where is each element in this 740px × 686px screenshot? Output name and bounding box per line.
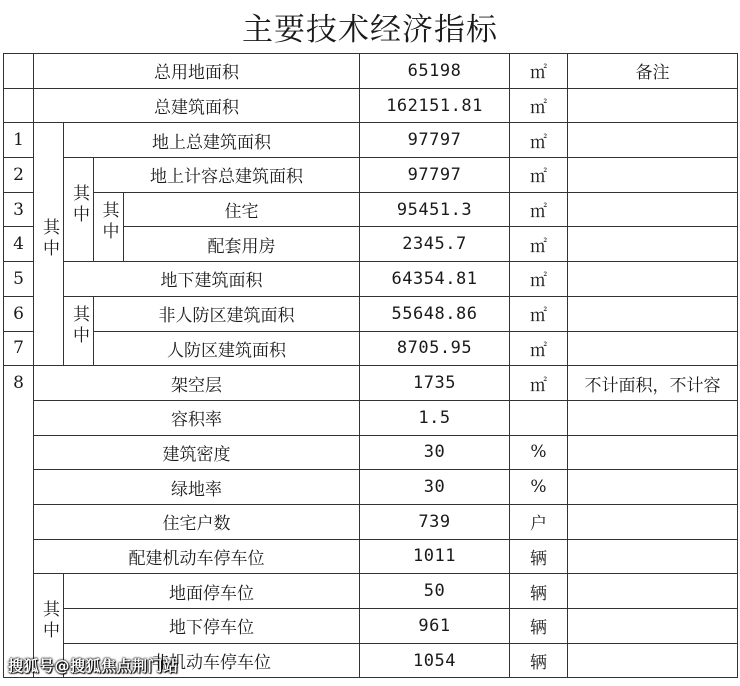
row-number: 4: [4, 227, 34, 262]
item-note: [568, 331, 738, 366]
item-value: 739: [360, 504, 510, 539]
item-value: 30: [360, 435, 510, 470]
group-label-qizhong: [64, 296, 94, 365]
item-note: [568, 504, 738, 539]
item-unit: ㎡: [510, 158, 568, 193]
table-row: [4, 88, 738, 123]
table-row: [4, 123, 738, 158]
row-number: [4, 539, 34, 574]
item-note: [568, 574, 738, 609]
item-note: [568, 470, 738, 505]
table-row: [4, 539, 738, 574]
item-note: [568, 227, 738, 262]
item-name: 人防区建筑面积: [94, 331, 360, 366]
row-number: 1: [4, 123, 34, 158]
item-unit: ㎡: [510, 88, 568, 123]
item-value: 2345.7: [360, 227, 510, 262]
item-value: 961: [360, 609, 510, 644]
item-value: 162151.81: [360, 88, 510, 123]
item-name: 总用地面积: [34, 54, 360, 89]
item-name: 非机动车停车位: [64, 643, 360, 678]
item-note: [568, 539, 738, 574]
item-note: [568, 123, 738, 158]
item-unit: 户: [510, 504, 568, 539]
item-value: 1011: [360, 539, 510, 574]
item-note: [568, 435, 738, 470]
item-note: [568, 88, 738, 123]
row-number: 5: [4, 262, 34, 297]
item-unit: 辆: [510, 643, 568, 678]
qizhong-label: 其中: [69, 183, 89, 226]
row-number: 6: [4, 296, 34, 331]
item-name: 住宅户数: [34, 504, 360, 539]
item-value: 8705.95: [360, 331, 510, 366]
item-value: 1735: [360, 366, 510, 401]
item-unit: ㎡: [510, 296, 568, 331]
item-name: 架空层: [34, 366, 360, 401]
item-name: 地下停车位: [64, 609, 360, 644]
item-note: [568, 296, 738, 331]
table-title: 主要技术经济指标: [242, 12, 498, 48]
row-number: [4, 470, 34, 505]
row-number: 8: [4, 366, 34, 401]
source-watermark: 搜狐号@搜狐焦点荆门站: [8, 657, 179, 675]
row-number: 2: [4, 158, 34, 193]
row-number: [4, 435, 34, 470]
table-row: [4, 504, 738, 539]
item-name: 非人防区建筑面积: [94, 296, 360, 331]
item-value: 95451.3: [360, 192, 510, 227]
item-name: 总建筑面积: [34, 88, 360, 123]
note-header: 备注: [568, 54, 738, 89]
item-note: [568, 400, 738, 435]
item-unit: [510, 400, 568, 435]
qizhong-label: 其中: [39, 218, 59, 261]
item-value: 1054: [360, 643, 510, 678]
table-row: [4, 574, 738, 609]
row-number: [4, 400, 34, 435]
item-unit: %: [510, 470, 568, 505]
row-number: [4, 574, 34, 609]
item-value: 50: [360, 574, 510, 609]
item-name: 地下建筑面积: [64, 262, 360, 297]
item-note: 不计面积，不计容: [568, 366, 738, 401]
group-label-qizhong: [94, 192, 124, 261]
table-row: [4, 158, 738, 193]
item-unit: ㎡: [510, 227, 568, 262]
row-number: [4, 54, 34, 89]
item-unit: ㎡: [510, 262, 568, 297]
item-name: 地面停车位: [64, 574, 360, 609]
item-value: 97797: [360, 158, 510, 193]
item-unit: ㎡: [510, 366, 568, 401]
item-unit: 辆: [510, 539, 568, 574]
item-note: [568, 192, 738, 227]
table-row: [4, 400, 738, 435]
row-number: [4, 88, 34, 123]
item-value: 55648.86: [360, 296, 510, 331]
qizhong-label: 其中: [69, 305, 89, 347]
row-number: [4, 609, 34, 644]
item-value: 30: [360, 470, 510, 505]
item-unit: ㎡: [510, 54, 568, 89]
item-unit: 辆: [510, 574, 568, 609]
group-label-qizhong: [34, 123, 64, 366]
item-unit: ㎡: [510, 192, 568, 227]
table-row: [4, 435, 738, 470]
item-note: [568, 158, 738, 193]
item-value: 1.5: [360, 400, 510, 435]
item-name: 住宅: [124, 192, 360, 227]
row-number: [4, 504, 34, 539]
item-unit: ㎡: [510, 123, 568, 158]
indicator-table: [3, 53, 737, 686]
item-note: [568, 643, 738, 678]
item-name: 配建机动车停车位: [34, 539, 360, 574]
item-value: 64354.81: [360, 262, 510, 297]
item-note: [568, 609, 738, 644]
table-row: [4, 331, 738, 366]
item-value: 97797: [360, 123, 510, 158]
item-unit: %: [510, 435, 568, 470]
table-row: [4, 366, 738, 401]
item-unit: 辆: [510, 609, 568, 644]
row-number: 3: [4, 192, 34, 227]
table-row: [4, 609, 738, 644]
qizhong-label: 其中: [98, 201, 119, 244]
item-name: 建筑密度: [34, 435, 360, 470]
table-row: [4, 296, 738, 331]
item-name: 容积率: [34, 400, 360, 435]
item-name: 配套用房: [124, 227, 360, 262]
item-unit: ㎡: [510, 331, 568, 366]
group-label-qizhong: [64, 158, 94, 262]
qizhong-label: 其中: [39, 599, 59, 642]
row-number: 7: [4, 331, 34, 366]
item-name: 地上总建筑面积: [64, 123, 360, 158]
item-name: 地上计容总建筑面积: [94, 158, 360, 193]
item-note: [568, 262, 738, 297]
table-row: [4, 262, 738, 297]
table-row: [4, 192, 738, 227]
table-row: [4, 470, 738, 505]
item-value: 65198: [360, 54, 510, 89]
table-row: [4, 54, 738, 89]
item-name: 绿地率: [34, 470, 360, 505]
